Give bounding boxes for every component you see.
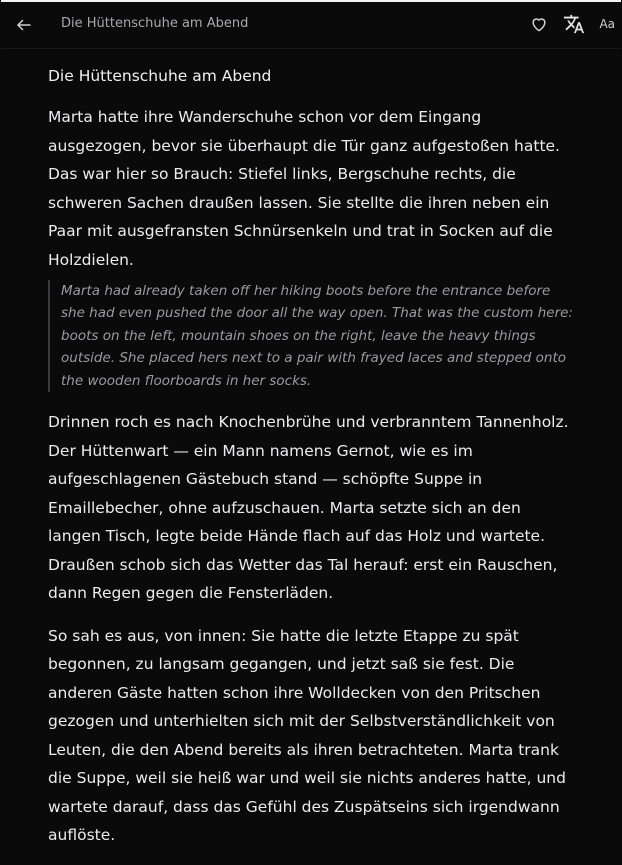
paragraph-1: Marta hatte ihre Wanderschuhe schon vor dem Eingang ausgezogen, bevor sie überhaupt die Tür ganz aufgestoßen hatte. Das war hier so Brauch: Stiefel links, Bergschuhe rechts, die schweren Sachen draußen lassen. Sie stellte die ihren neben ein Paar mit ausgefransten Schnürsenkeln und trat in Socken auf die Holzdielen. bbox=[48, 108, 560, 269]
translate-icon bbox=[563, 13, 585, 35]
page-title: Die Hüttenschuhe am Abend bbox=[61, 16, 249, 31]
article-content bbox=[48, 67, 578, 850]
header-actions bbox=[529, 13, 615, 35]
font-size-button[interactable]: Aa bbox=[599, 17, 615, 31]
paragraph-3: So sah es aus, von innen: Sie hatte die letzte Etappe zu spät begonnen, zu langsam gegangen, und jetzt saß sie fest. Die anderen Gäste hatten schon ihre Wolldecken von den Pritschen gezogen und unterhielten sich mit der Selbstverständlichkeit von Leuten, die den Abend bereits als ihren betrachteten. Marta trank die Suppe, weil sie heiß war und weil sie nichts anderes hatte, und wartete darauf, dass das Gefühl des Zuspätseins sich irgendwann auflöste. bbox=[48, 626, 566, 845]
paragraph-2: Drinnen roch es nach Knochenbrühe und verbranntem Tannenholz. Der Hüttenwart — ein Mann namens Gernot, wie es im aufgeschlagenen Gästebuch stand — schöpfte Suppe in Emaillebecher, ohne aufzuschauen. Marta setzte sich an den langen Tisch, legte beide Hände flach auf das Holz und wartete. Draußen schob sich das Wetter das Tal herauf: erst ein Rauschen, dann Regen gegen die Fensterläden. bbox=[48, 413, 569, 603]
arrow-left-icon bbox=[15, 16, 33, 34]
article-heading: Die Hüttenschuhe am Abend bbox=[48, 67, 272, 85]
top-bar bbox=[1, 2, 621, 49]
paragraph-1-translation: Marta had already taken off her hiking boots before the entrance before she had even pushed the door all the way open. That was the custom here: boots on the left, mountain shoes on the right, leave the heavy things outside. She placed hers next to a pair with frayed laces and stepped onto the wooden floorboards in her socks. bbox=[48, 280, 578, 392]
reader-app bbox=[1, 0, 621, 865]
back-button[interactable] bbox=[14, 15, 34, 35]
heart-icon bbox=[529, 14, 549, 34]
favorite-button[interactable] bbox=[529, 14, 549, 34]
translate-button[interactable] bbox=[563, 13, 585, 35]
